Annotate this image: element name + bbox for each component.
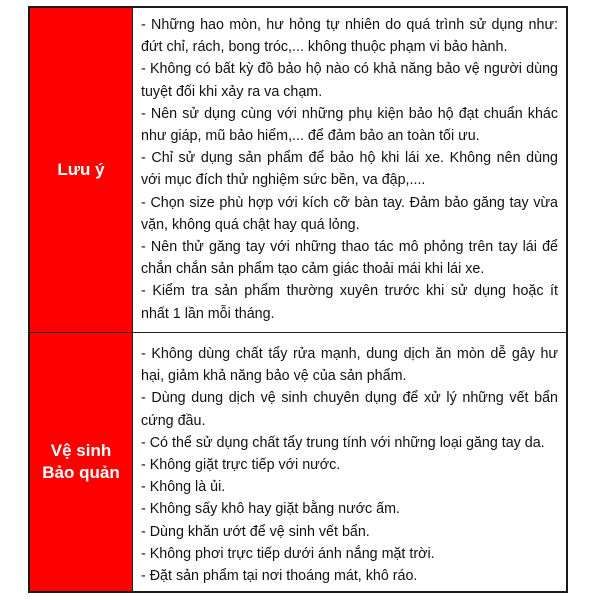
label-line: Bảo quản bbox=[42, 463, 120, 482]
note-item: - Chọn size phù hợp với kích cỡ bàn tay. Đảm bảo găng tay vừa vặn, không quá chật hay quá lỏng. bbox=[141, 194, 558, 233]
row-label-cleaning-storage bbox=[30, 333, 133, 591]
care-item: - Dùng dung dịch vệ sinh chuyên dụng để xử lý những vết bẩn cứng đầu. bbox=[141, 390, 558, 429]
care-item: - Không phơi trực tiếp dưới ánh nắng mặt trời. bbox=[141, 545, 435, 562]
note-item: - Nên sử dụng cùng với những phụ kiện bảo hộ đạt chuẩn khác như giáp, mũ bảo hiểm,... để đảm bảo an toàn tối ưu. bbox=[141, 105, 558, 145]
note-item: - Không có bất kỳ đồ bảo hộ nào có khả năng bảo vệ người dùng tuyệt đối khi xảy ra va chạm. bbox=[141, 61, 558, 100]
row-notes bbox=[30, 8, 566, 333]
row-cleaning-storage bbox=[30, 333, 566, 591]
care-item: - Đặt sản phẩm tại nơi thoáng mát, khô ráo. bbox=[141, 568, 418, 585]
note-item: - Chỉ sử dụng sản phẩm để bảo hộ khi lái xe. Không nên dùng với mục đích thử nghiệm sức bền, va đập,.... bbox=[141, 150, 558, 189]
care-item: - Không dùng chất tẩy rửa mạnh, dung dịch ăn mòn dễ gây hư hại, giảm khả năng bảo vệ của sản phẩm. bbox=[141, 346, 558, 385]
row-label-notes bbox=[30, 8, 133, 332]
cleaning-content bbox=[133, 333, 566, 591]
care-item: - Không giặt trực tiếp với nước. bbox=[141, 457, 341, 474]
label-line: Lưu ý bbox=[57, 160, 105, 179]
note-item: - Nên thử găng tay với những thao tác mô phỏng trên tay lái để chắn chắn sản phẩm tạo cảm giác thoải mái khi lái xe. bbox=[141, 239, 558, 278]
note-item: - Những hao mòn, hư hỏng tự nhiên do quá trình sử dụng như: đứt chỉ, rách, bong tróc,... không thuộc phạm vi bảo hành. bbox=[141, 17, 558, 56]
care-instructions-table bbox=[28, 6, 568, 593]
label-line: Vệ sinh bbox=[50, 441, 112, 460]
care-item: - Không là ủi. bbox=[141, 479, 226, 496]
care-item: - Có thể sử dụng chất tẩy trung tính với những loại găng tay da. bbox=[141, 434, 545, 451]
note-item: - Kiểm tra sản phẩm thường xuyên trước khi sử dụng hoặc ít nhất 1 lần mỗi tháng. bbox=[141, 283, 558, 322]
notes-content bbox=[133, 8, 566, 332]
care-item: - Dùng khăn ướt để vệ sinh vết bẩn. bbox=[141, 523, 370, 540]
care-item: - Không sấy khô hay giặt bằng nước ấm. bbox=[141, 501, 400, 518]
